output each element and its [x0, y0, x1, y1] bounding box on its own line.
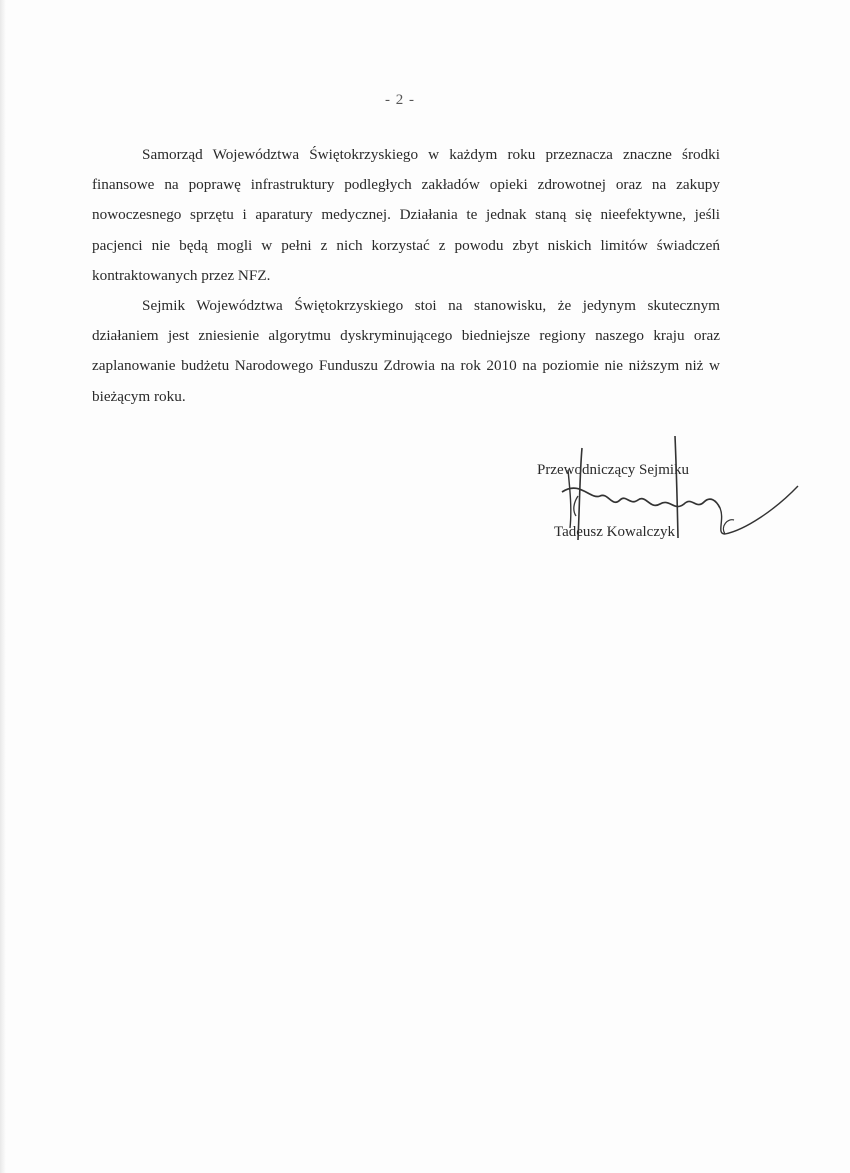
signatory-name: Tadeusz Kowalczyk	[554, 524, 675, 540]
document-body	[92, 140, 720, 412]
page-number: - 2 -	[385, 92, 415, 108]
signatory-title: Przewodniczący Sejmiku	[537, 462, 690, 478]
signature-block	[520, 430, 820, 570]
paragraph-2: Sejmik Województwa Świętokrzyskiego stoi na stanowisku, że jedynym skutecznym działaniem jest zniesienie algorytmu dyskryminującego biedniejsze regiony naszego kraju oraz zaplanowanie budżetu Narodowego Funduszu Zdrowia na rok 2010 na poziomie nie niższym niż w bieżącym roku.	[92, 297, 720, 405]
scan-edge-shadow	[0, 0, 6, 1173]
paragraph-1: Samorząd Województwa Świętokrzyskiego w każdym roku przeznacza znaczne środki finansowe na poprawę infrastruktury podległych zakładów opieki zdrowotnej oraz na zakupy nowoczesnego sprzętu i aparatury medycznej. Działania te jednak staną się nieefektywne, jeśli pacjenci nie będą mogli w pełni z nich korzystać z powodu zbyt niskich limitów świadczeń kontraktowanych przez NFZ.	[92, 146, 720, 284]
handwritten-signature-icon	[520, 430, 820, 570]
